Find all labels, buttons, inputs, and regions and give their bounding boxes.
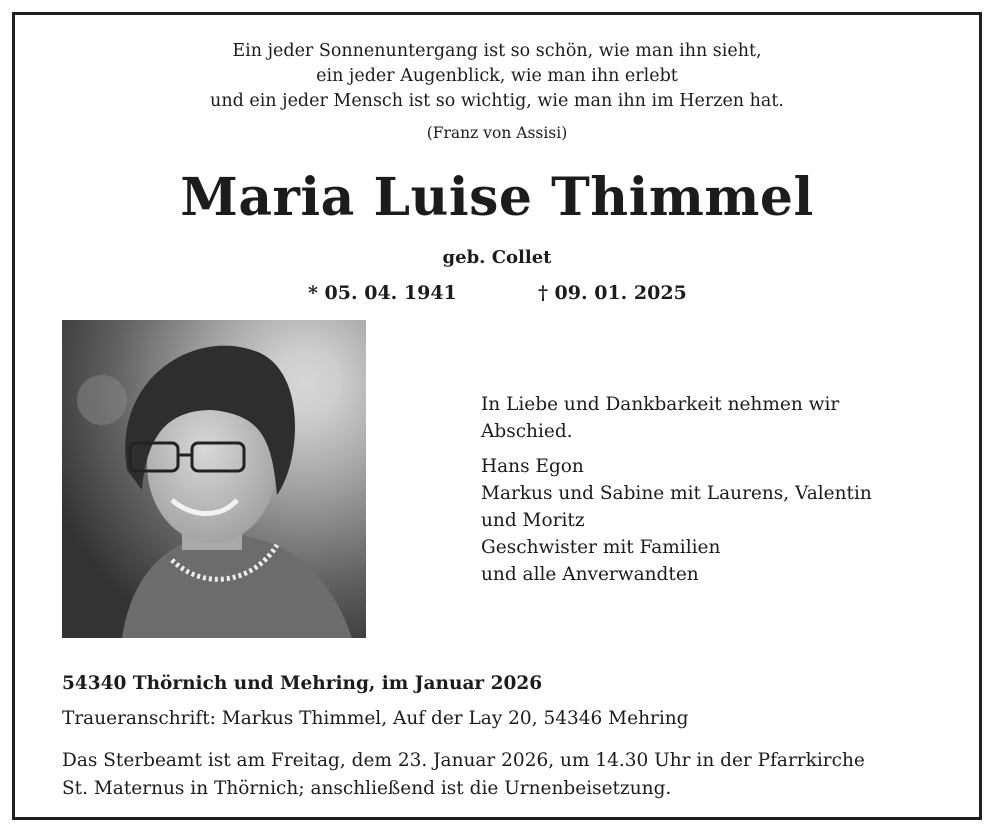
service-line: Das Sterbeamt ist am Freitag, dem 23. Januar 2026, um 14.30 Uhr in der Pfarrkirche bbox=[62, 750, 865, 771]
mourner-line: und Moritz bbox=[481, 510, 585, 531]
quote-line: und ein jeder Mensch ist so wichtig, wie man ihn im Herzen hat. bbox=[210, 91, 784, 111]
birth-date: * 05. 04. 1941 bbox=[308, 282, 457, 304]
service-info bbox=[62, 747, 962, 803]
portrait-illustration bbox=[62, 320, 366, 638]
service-line: St. Maternus in Thörnich; anschließend ist die Urnenbeisetzung. bbox=[62, 778, 672, 799]
place-date: 54340 Thörnich und Mehring, im Januar 2026 bbox=[62, 673, 543, 694]
quote-line: Ein jeder Sonnenuntergang ist so schön, wie man ihn sieht, bbox=[232, 41, 762, 61]
quote-block bbox=[15, 39, 979, 146]
quote-author: (Franz von Assisi) bbox=[426, 124, 568, 142]
mourners-intro: Abschied. bbox=[481, 421, 573, 442]
maiden-name: geb. Collet bbox=[442, 247, 552, 268]
mourners-intro: In Liebe und Dankbarkeit nehmen wir bbox=[481, 394, 840, 415]
obituary-frame bbox=[12, 12, 982, 820]
portrait-photo bbox=[62, 320, 366, 638]
death-date: † 09. 01. 2025 bbox=[538, 282, 687, 304]
mourning-address: Traueranschrift: Markus Thimmel, Auf der Lay 20, 54346 Mehring bbox=[62, 708, 689, 729]
mourner-line: und alle Anverwandten bbox=[481, 564, 699, 585]
mourner-line: Hans Egon bbox=[481, 456, 584, 477]
mourner-line: Geschwister mit Familien bbox=[481, 537, 721, 558]
mourner-line: Markus und Sabine mit Laurens, Valentin bbox=[481, 483, 872, 504]
quote-line: ein jeder Augenblick, wie man ihn erlebt bbox=[316, 66, 678, 86]
mourners-block bbox=[481, 391, 961, 588]
deceased-name: Maria Luise Thimmel bbox=[180, 167, 814, 228]
